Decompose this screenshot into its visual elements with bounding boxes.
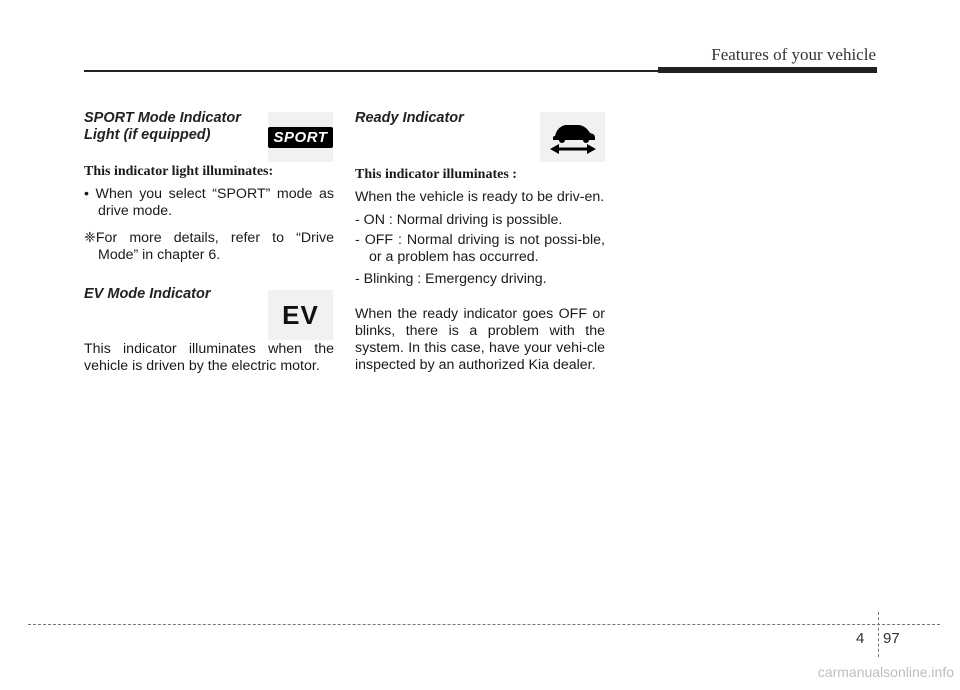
footer-divider (878, 612, 879, 657)
watermark: carmanualsonline.info (817, 664, 954, 680)
note-icon: ❈ (84, 230, 96, 246)
ev-body: This indicator illuminates when the vehicle is driven by the electric motor. (84, 341, 334, 374)
ev-indicator-icon (268, 290, 333, 340)
chapter-number: 4 (856, 630, 865, 647)
ready-item-on: - ON : Normal driving is possible. (355, 212, 563, 228)
ready-subhead: This indicator illuminates : (355, 167, 517, 182)
footer-rule (28, 624, 940, 625)
car-arrow-icon (545, 116, 601, 158)
sport-indicator-icon (268, 112, 333, 162)
sport-note-text: For more details, refer to “Drive Mode” in chapter 6. (95, 230, 334, 263)
sport-bullet (84, 186, 334, 220)
sport-title-line1: SPORT Mode Indicator (84, 110, 241, 126)
page-number: 97 (883, 630, 900, 647)
sport-title-line2: Light (if equipped) (84, 127, 211, 143)
ev-icon-text: EV (282, 299, 319, 330)
ready-body: When the ready indicator goes OFF or blinks, there is a problem with the system. In this case, have your vehi-cle inspected by an authorized Kia dealer. (355, 306, 605, 373)
ready-item-off: - OFF : Normal driving is not possi-ble, or a problem has occurred. (355, 232, 605, 265)
bullet-icon: • (84, 186, 96, 202)
header-rule-thick (658, 67, 877, 73)
ready-intro: When the vehicle is ready to be driv-en. (355, 189, 605, 205)
sport-bullet-text: When you select “SPORT” mode as drive mode. (95, 186, 334, 219)
ev-section-title: EV Mode Indicator (84, 286, 211, 302)
ready-section-title: Ready Indicator (355, 110, 464, 126)
ready-item-blinking: - Blinking : Emergency driving. (355, 271, 547, 287)
ready-car-arrow-icon (540, 112, 605, 162)
sport-subhead: This indicator light illuminates: (84, 164, 274, 179)
sport-badge-text: SPORT (268, 127, 334, 148)
header-rule (84, 70, 662, 72)
header-title: Features of your vehicle (711, 45, 876, 64)
sport-note (84, 230, 334, 264)
